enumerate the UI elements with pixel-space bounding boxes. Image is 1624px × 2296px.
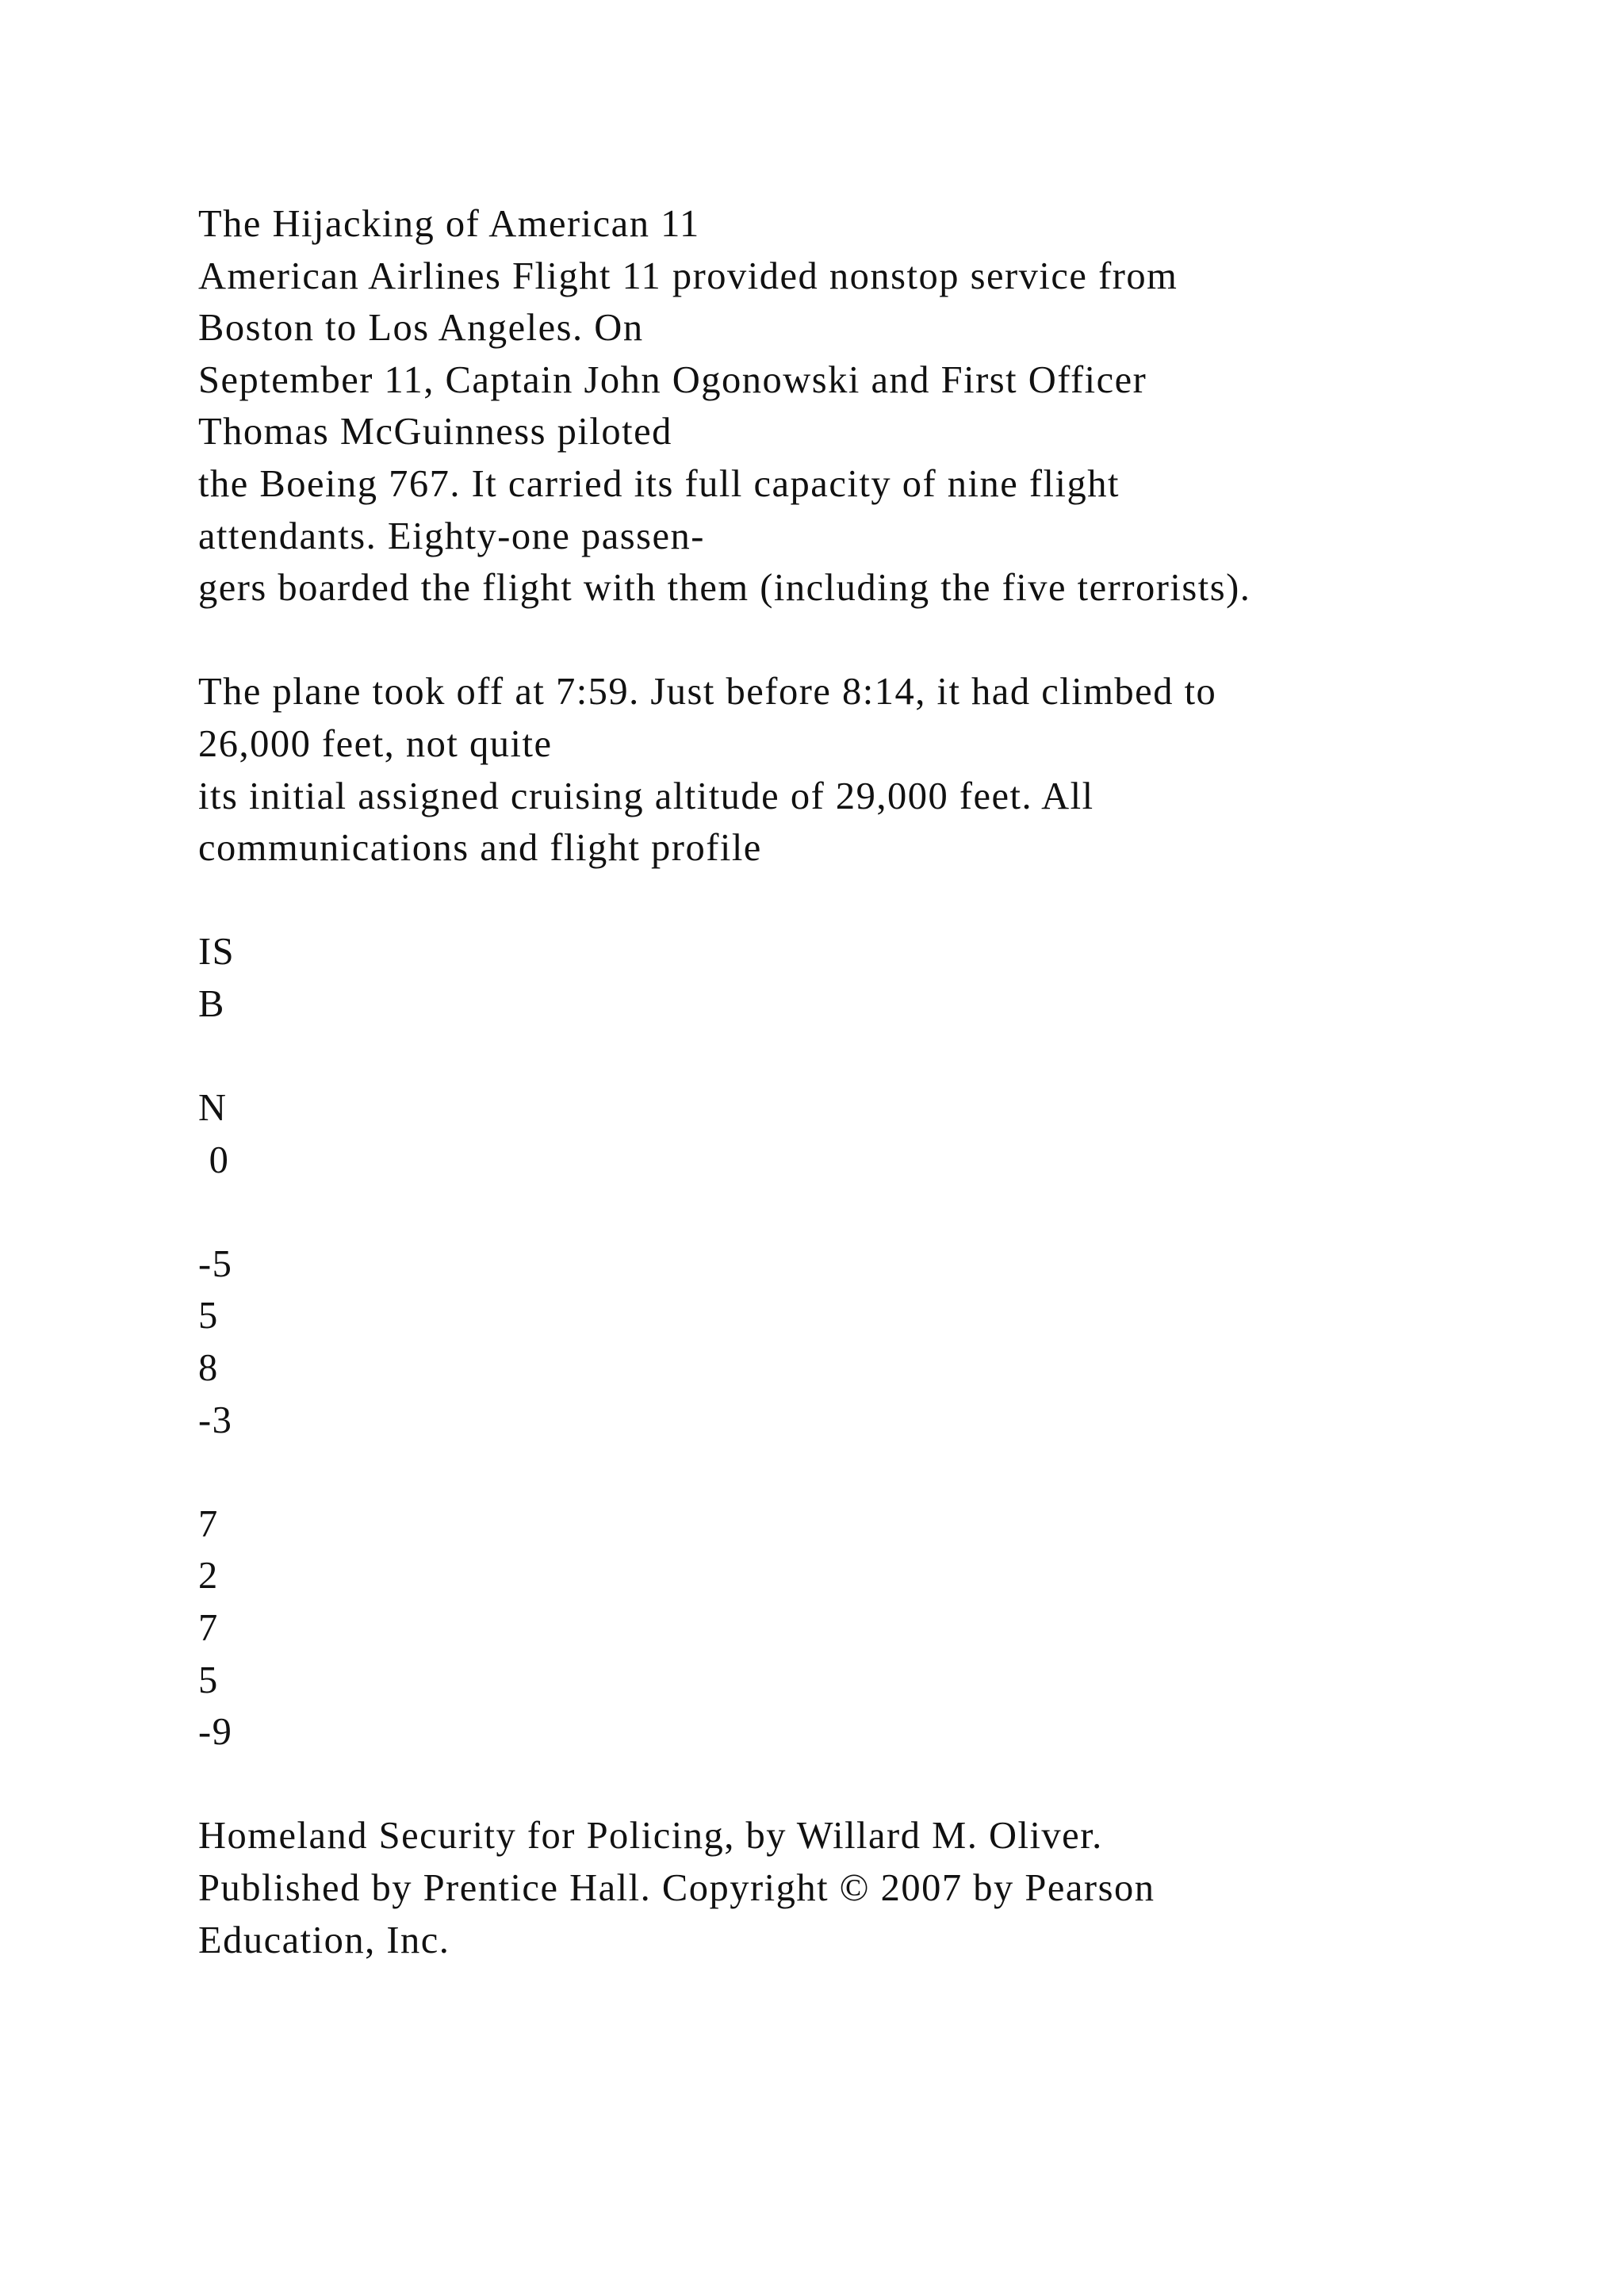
isbn-fragment-line: 7 bbox=[198, 1607, 219, 1650]
footer-citation-line: Homeland Security for Policing, by Willard M. Oliver. bbox=[198, 1815, 1103, 1858]
footer-citation-line: Education, Inc. bbox=[198, 1919, 450, 1961]
paragraph-1-line: Thomas McGuinness piloted bbox=[198, 411, 672, 453]
paragraph-2-line: 26,000 feet, not quite bbox=[198, 722, 553, 765]
paragraph-2-line: its initial assigned cruising altitude of 29,000 feet. All bbox=[198, 775, 1094, 817]
isbn-fragment-line: -9 bbox=[198, 1711, 233, 1754]
blank-line bbox=[198, 1186, 1546, 1238]
paragraph-1-line: September 11, Captain John Ogonowski and First Officer bbox=[198, 358, 1147, 401]
blank-line bbox=[198, 874, 1546, 927]
document-title: The Hijacking of American 11 bbox=[198, 203, 700, 245]
isbn-fragment-line: 8 bbox=[198, 1347, 219, 1390]
paragraph-1-line: attendants. Eighty-one passen- bbox=[198, 515, 705, 557]
footer-citation-line: Published by Prentice Hall. Copyright © 2007 by Pearson bbox=[198, 1867, 1155, 1909]
paragraph-2-line: communications and flight profile bbox=[198, 827, 762, 870]
document-page bbox=[198, 198, 1546, 1966]
isbn-fragment-line: 5 bbox=[198, 1295, 219, 1337]
paragraph-1-line: American Airlines Flight 11 provided nonstop service from bbox=[198, 254, 1178, 297]
isbn-fragment-line: B bbox=[198, 982, 225, 1025]
isbn-fragment-line: 5 bbox=[198, 1659, 219, 1701]
blank-line bbox=[198, 614, 1546, 667]
isbn-fragment-line: -3 bbox=[198, 1399, 233, 1441]
isbn-fragment-line: N bbox=[198, 1087, 228, 1130]
isbn-fragment-line: 0 bbox=[198, 1138, 230, 1181]
paragraph-1-line: gers boarded the flight with them (including the five terrorists). bbox=[198, 567, 1251, 610]
isbn-fragment-line: 7 bbox=[198, 1502, 219, 1545]
blank-line bbox=[198, 1031, 1546, 1083]
blank-line bbox=[198, 1446, 1546, 1498]
isbn-fragment-line: 2 bbox=[198, 1555, 219, 1598]
blank-line bbox=[198, 1758, 1546, 1811]
paragraph-1-line: Boston to Los Angeles. On bbox=[198, 307, 644, 350]
paragraph-2-line: The plane took off at 7:59. Just before 8:14, it had climbed to bbox=[198, 671, 1217, 714]
paragraph-1-line: the Boeing 767. It carried its full capacity of nine flight bbox=[198, 462, 1120, 505]
isbn-fragment-line: IS bbox=[198, 931, 236, 974]
isbn-fragment-line: -5 bbox=[198, 1242, 233, 1285]
